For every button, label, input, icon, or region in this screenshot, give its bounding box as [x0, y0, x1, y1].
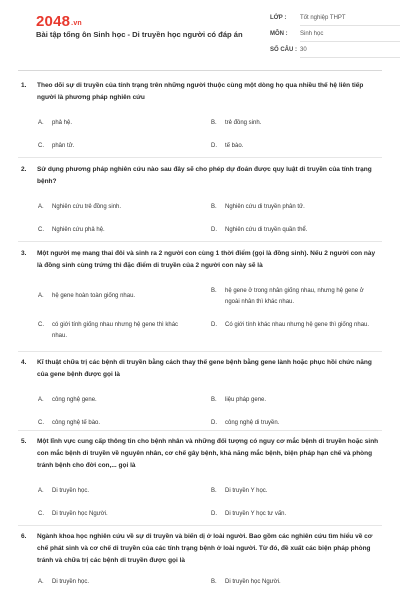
- question-4: [18, 357, 382, 433]
- option-a[interactable]: A. hệ gene hoàn toàn giống nhau.: [38, 293, 136, 299]
- document-title: Bài tập tổng ôn Sinh học - Di truyền học người có đáp án: [36, 30, 243, 39]
- meta-count-value: 30: [300, 47, 400, 58]
- option-b[interactable]: B. Nghiên cứu di truyền phân tử.: [211, 204, 305, 210]
- question-divider: [18, 241, 382, 242]
- header-divider: [18, 70, 382, 71]
- meta-class-value: Tốt nghiệp THPT: [300, 15, 400, 26]
- site-logo[interactable]: 2048.vn: [36, 13, 82, 30]
- option-b[interactable]: B. hệ gene ở trong nhân giống nhau, nhưng hệ gene ở ngoài nhân thì khác nhau.: [211, 288, 364, 305]
- question-text: Một người mẹ mang thai đôi và sinh ra 2 người con cùng 1 thời điểm (gọi là đồng sinh). Nếu 2 người con này là đồng sinh cùng trứng thì đặc điểm di truyền của 2 người con này sẽ là: [37, 250, 376, 269]
- meta-class-row: [270, 15, 400, 31]
- option-a[interactable]: A. phả hệ.: [38, 120, 73, 126]
- option-a[interactable]: A. Di truyền học.: [38, 579, 90, 585]
- question-number: 2.: [21, 166, 27, 173]
- question-3: [18, 248, 382, 342]
- option-a[interactable]: A. Di truyền học.: [38, 488, 90, 494]
- question-2: [18, 164, 382, 240]
- option-b[interactable]: B. liệu pháp gene.: [211, 397, 267, 403]
- question-text: Ngành khoa học nghiên cứu về sự di truyền và biến dị ở loài người. Bao gồm các nghiên cứu tìm hiểu về cơ chế phát sinh và cơ chế di truyền của các tính trạng bệnh ở loài người. Từ đó, đề xuất các biện pháp phòng tránh và chữa trị các bệnh di truyền được gọi là: [37, 533, 373, 564]
- option-d[interactable]: D. Nghiên cứu di truyền quần thể.: [211, 227, 308, 233]
- meta-subject-row: [270, 31, 400, 47]
- option-c[interactable]: C. công nghệ tế bào.: [38, 420, 101, 426]
- document-header: [18, 0, 382, 70]
- question-number: 6.: [21, 533, 27, 540]
- meta-class-label: LỚP :: [270, 15, 287, 21]
- option-d[interactable]: D. Có giới tính khác nhau nhưng hệ gene thì giống nhau.: [211, 322, 370, 328]
- question-number: 5.: [21, 438, 27, 445]
- question-divider: [18, 525, 382, 526]
- meta-subject-value: Sinh học: [300, 31, 400, 42]
- meta-count-row: [270, 47, 400, 63]
- meta-subject-label: MÔN :: [270, 31, 288, 37]
- meta-count-label: SỐ CÂU :: [270, 47, 297, 53]
- question-text: Kĩ thuật chữa trị các bệnh di truyền bằng cách thay thế gene bệnh bằng gene lành hoặc phục hồi chức năng của gene bệnh được gọi là: [37, 359, 372, 378]
- document-meta: [270, 15, 400, 63]
- option-b[interactable]: B. trẻ đồng sinh.: [211, 120, 262, 126]
- question-text: Một lĩnh vực cung cấp thông tin cho bệnh nhân và những đối tượng có nguy cơ mắc bệnh di truyền hoặc sinh con mắc bệnh di truyền về nguyên nhân, cơ chế gây bệnh, khả năng mắc bệnh, biện pháp hạn chế và phòng tránh bệnh cho đời con,... gọi là: [37, 438, 379, 469]
- question-text: Sử dụng phương pháp nghiên cứu nào sau đây sẽ cho phép dự đoán được quy luật di truyền của tính trạng bệnh?: [37, 166, 372, 185]
- option-b[interactable]: B. Di truyền học Người.: [211, 579, 281, 585]
- option-a[interactable]: A. công nghệ gene.: [38, 397, 97, 403]
- question-6: [18, 531, 382, 593]
- question-divider: [18, 430, 382, 431]
- option-a[interactable]: A. Nghiên cứu trẻ đồng sinh.: [38, 204, 122, 210]
- question-divider: [18, 157, 382, 158]
- option-c[interactable]: C. có giới tính giống nhau nhưng hệ gene thì khác nhau.: [38, 322, 179, 339]
- option-c[interactable]: C. Di truyền học Người.: [38, 511, 108, 517]
- option-b[interactable]: B. Di truyền Y học.: [211, 488, 268, 494]
- question-1: [18, 80, 382, 156]
- option-c[interactable]: C. Nghiên cứu phả hệ.: [38, 227, 105, 233]
- question-number: 3.: [21, 250, 27, 257]
- question-number: 1.: [21, 82, 27, 89]
- question-5: [18, 436, 382, 524]
- question-number: 4.: [21, 359, 27, 366]
- question-divider: [18, 351, 382, 352]
- option-d[interactable]: D. công nghệ di truyền.: [211, 420, 280, 426]
- option-c[interactable]: C. phân tử.: [38, 143, 75, 149]
- option-d[interactable]: D. tế bào.: [211, 143, 244, 149]
- question-text: Theo dõi sự di truyền của tính trạng trên những người thuộc cùng một dòng họ qua nhiều thế hệ liên tiếp người là phương pháp nghiên cứu: [37, 82, 364, 101]
- option-d[interactable]: D. Di truyền Y học tư vấn.: [211, 511, 287, 517]
